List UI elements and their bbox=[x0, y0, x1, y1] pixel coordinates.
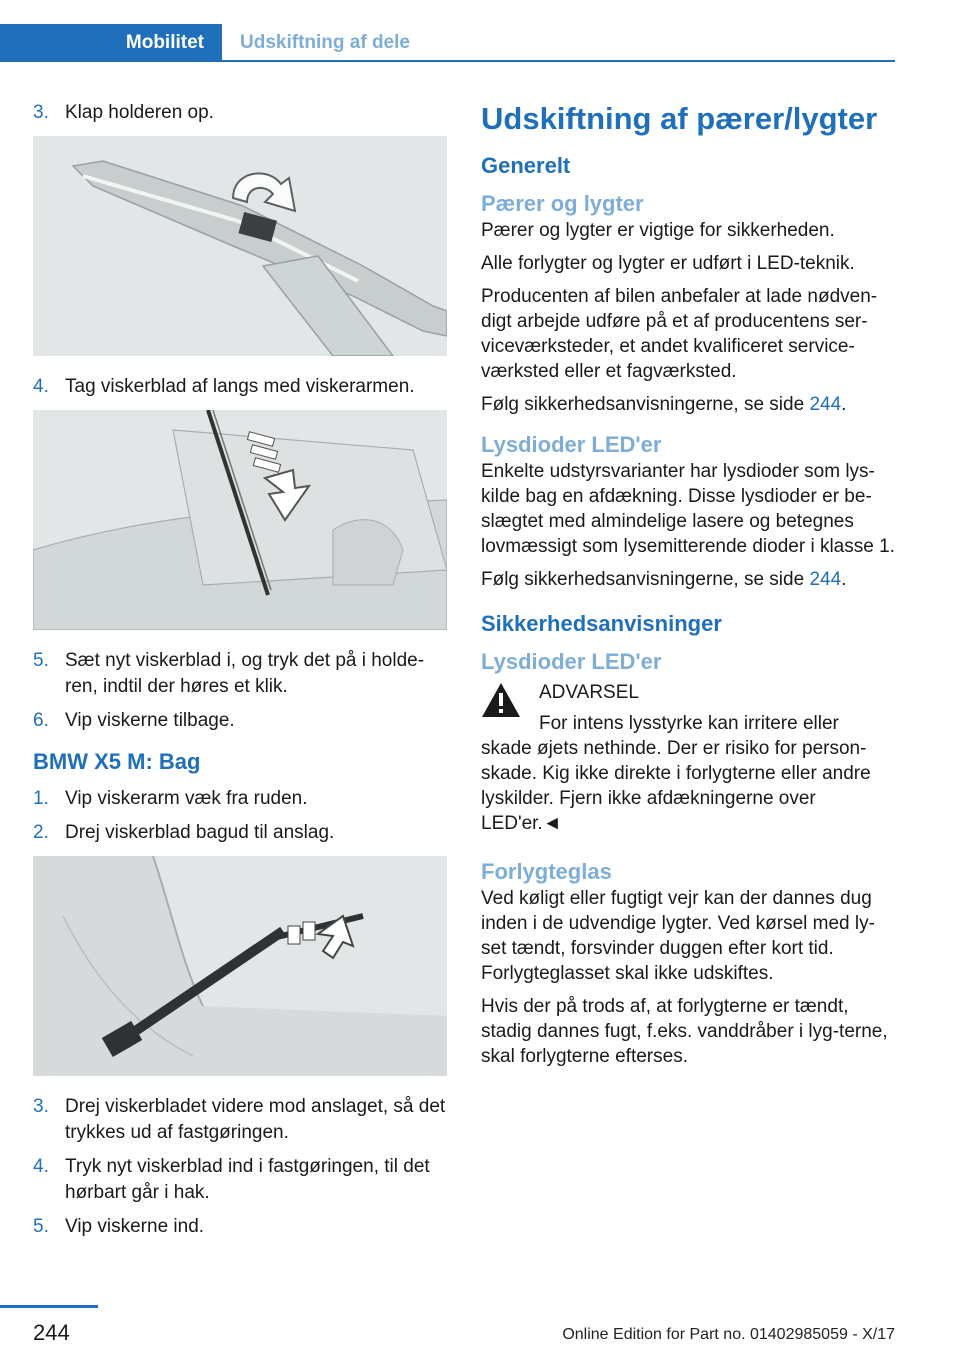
section-title: Udskiftning af pærer/lygter bbox=[481, 101, 878, 136]
warning-first-line: For intens lysstyrke kan irritere eller bbox=[539, 713, 839, 734]
reference-text: Følg sikkerhedsanvisningerne, se side bbox=[481, 569, 810, 590]
step-text: Tryk nyt viskerblad ind i fastgøringen, til det hørbart går i hak. bbox=[65, 1156, 430, 1203]
step-number: 5. bbox=[33, 1216, 49, 1237]
generelt-heading: Generelt bbox=[481, 153, 571, 178]
step bbox=[33, 100, 447, 126]
forlygteglas-heading: Forlygteglas bbox=[481, 859, 612, 884]
step-text: Tag viskerblad af langs med viskerarmen. bbox=[65, 376, 415, 397]
wiper-removal-illustration bbox=[33, 410, 447, 630]
step bbox=[33, 648, 447, 700]
page-link[interactable]: 244 bbox=[809, 394, 842, 415]
edition-text: Online Edition for Part no. 01402985059 - X/17 bbox=[562, 1326, 895, 1343]
step bbox=[33, 1214, 447, 1240]
warning-label: ADVARSEL bbox=[539, 682, 639, 703]
step-text: Sæt nyt viskerblad i, og tryk det på i holde-ren, indtil der høres et klik. bbox=[65, 650, 425, 697]
step bbox=[33, 1094, 447, 1146]
led-heading: Lysdioder LED'er bbox=[481, 432, 662, 457]
step bbox=[33, 820, 447, 846]
paerer-heading: Pærer og lygter bbox=[481, 191, 644, 216]
paragraph: Følg sikkerhedsanvisningerne, se side 244. bbox=[481, 569, 847, 590]
wiper-removal-drawing bbox=[33, 410, 447, 630]
step-text: Drej viskerblad bagud til anslag. bbox=[65, 822, 335, 843]
section-tab: Mobilitet bbox=[0, 24, 222, 62]
paragraph: Pærer og lygter er vigtige for sikkerheden. bbox=[481, 220, 835, 241]
step-number: 1. bbox=[33, 788, 49, 809]
paragraph: Følg sikkerhedsanvisningerne, se side 244. bbox=[481, 394, 847, 415]
step-text: Vip viskerarm væk fra ruden. bbox=[65, 788, 308, 809]
led-safety-heading: Lysdioder LED'er bbox=[481, 649, 662, 674]
warning-block bbox=[481, 680, 895, 736]
step-text: Drej viskerbladet videre mod anslaget, så det trykkes ud af fastgøringen. bbox=[65, 1096, 446, 1143]
warning-triangle-icon bbox=[481, 682, 521, 736]
page-header bbox=[0, 0, 895, 62]
footer-divider bbox=[0, 1305, 98, 1308]
step-number: 2. bbox=[33, 822, 49, 843]
left-column bbox=[33, 100, 447, 1248]
safety-heading: Sikkerhedsanvisninger bbox=[481, 611, 722, 636]
wiper-holder-drawing bbox=[33, 136, 447, 356]
step-text: Vip viskerne tilbage. bbox=[65, 710, 235, 731]
paragraph: Enkelte udstyrsvarianter har lysdioder som lys-kilde bag en afdækning. Disse lysdioder er be-slægtet med almindelige lasere og betegnes lovmæssigt som lysemitterende dioder i klasse 1. bbox=[481, 461, 895, 557]
step-number: 3. bbox=[33, 1096, 49, 1117]
step-number: 3. bbox=[33, 102, 49, 123]
paragraph: Producenten af bilen anbefaler at lade nødven-digt arbejde udføre på et af producentens ser-viceværksteder, et andet kvalificeret service-værksted eller et fagværksted. bbox=[481, 286, 878, 382]
step bbox=[33, 786, 447, 812]
header-divider bbox=[222, 60, 895, 62]
step bbox=[33, 374, 447, 400]
paragraph: Ved køligt eller fugtigt vejr kan der dannes dug inden i de udvendige lygter. Ved kørsel med ly-set tændt, forsvinder duggen efter kort tid. Forlygteglasset skal ikke udskiftes. bbox=[481, 888, 875, 984]
subsection-tab: Udskiftning af dele bbox=[240, 32, 410, 53]
step-text: Klap holderen op. bbox=[65, 102, 214, 123]
page-link[interactable]: 244 bbox=[809, 569, 842, 590]
paragraph: Hvis der på trods af, at forlygterne er tændt, stadig dannes fugt, f.eks. vanddråber i lyg-terne, skal forlygterne efterses. bbox=[481, 996, 888, 1067]
step-number: 4. bbox=[33, 376, 49, 397]
rear-wiper-drawing bbox=[33, 856, 447, 1076]
warning-text: skade øjets nethinde. Der er risiko for person-skade. Kig ikke direkte i forlygterne eller andre lyskilder. Fjern ikke afdækningerne over LED'er.◄ bbox=[481, 738, 871, 834]
step bbox=[33, 708, 447, 734]
step-number: 4. bbox=[33, 1156, 49, 1177]
rear-wiper-illustration bbox=[33, 856, 447, 1076]
right-column bbox=[481, 100, 895, 1077]
paragraph: Alle forlygter og lygter er udført i LED-teknik. bbox=[481, 253, 855, 274]
reference-text: Følg sikkerhedsanvisningerne, se side bbox=[481, 394, 810, 415]
wiper-holder-illustration bbox=[33, 136, 447, 356]
step-number: 6. bbox=[33, 710, 49, 731]
rear-wiper-heading: BMW X5 M: Bag bbox=[33, 749, 201, 774]
step-text: Vip viskerne ind. bbox=[65, 1216, 205, 1237]
step-number: 5. bbox=[33, 650, 49, 671]
page-number: 244 bbox=[33, 1320, 70, 1345]
step bbox=[33, 1154, 447, 1206]
